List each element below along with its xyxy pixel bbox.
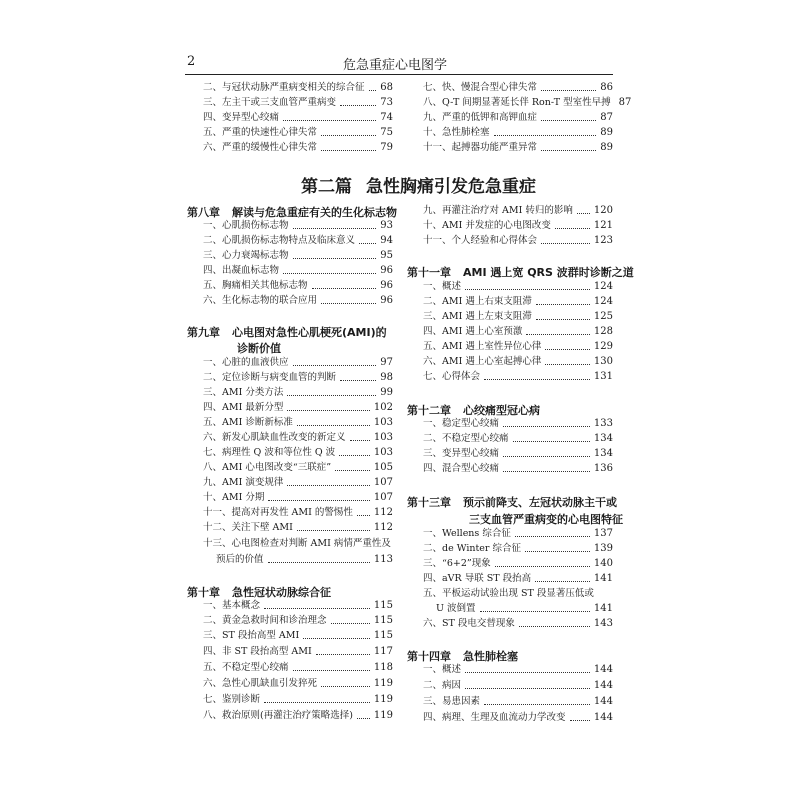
toc-entry[interactable]: 五、不稳定型心绞痛 118 xyxy=(203,662,393,673)
toc-entry[interactable]: 九、再灌注治疗对 AMI 转归的影响 120 xyxy=(423,205,613,216)
toc-entry[interactable]: 二、不稳定型心绞痛 134 xyxy=(423,433,613,444)
toc-entry[interactable]: 四、AMI 最新分型 102 xyxy=(203,402,393,413)
part-heading: 第二篇 急性胸痛引发危急重症 xyxy=(301,177,536,197)
toc-entry[interactable]: 二、定位诊断与病变血管的判断 98 xyxy=(203,372,393,383)
toc-entry[interactable]: 十、急性肺栓塞 89 xyxy=(423,127,613,138)
toc-entry[interactable]: 七、病理性 Q 波和等位性 Q 波 103 xyxy=(203,447,393,458)
toc-entry[interactable]: 三、AMI 分类方法 99 xyxy=(203,387,393,398)
chapter-heading-continued: 诊断价值 xyxy=(237,342,281,355)
toc-entry[interactable]: 六、生化标志物的联合应用 96 xyxy=(203,295,393,306)
toc-entry[interactable]: 五、AMI 遇上室性异位心律 129 xyxy=(423,341,613,352)
toc-entry[interactable]: 十二、关注下壁 AMI 112 xyxy=(203,522,393,533)
toc-entry[interactable]: 三、易患因素 144 xyxy=(423,696,613,707)
toc-entry[interactable]: 九、AMI 演变规律 107 xyxy=(203,477,393,488)
chapter-heading[interactable]: 第九章 心电图对急性心肌梗死(AMI)的 xyxy=(187,326,387,339)
toc-entry[interactable]: 三、心力衰竭标志物 95 xyxy=(203,250,393,261)
toc-entry[interactable]: 三、“6+2”现象 140 xyxy=(423,558,613,569)
toc-entry[interactable]: 三、ST 段抬高型 AMI 115 xyxy=(203,630,393,641)
page-number: 2 xyxy=(187,54,196,69)
toc-entry[interactable]: 十一、个人经验和心得体会 123 xyxy=(423,235,613,246)
chapter-heading[interactable]: 第十一章 AMI 遇上宽 QRS 波群时诊断之道 xyxy=(407,266,634,279)
toc-entry[interactable]: 六、新发心肌缺血性改变的新定义 103 xyxy=(203,432,393,443)
toc-entry[interactable]: 七、心得体会 131 xyxy=(423,371,613,382)
toc-entry[interactable]: 八、救治原则(再灌注治疗策略选择) 119 xyxy=(203,710,393,721)
toc-entry[interactable]: 八、Q-T 间期显著延长伴 Ron-T 型室性早搏 87 xyxy=(423,97,632,108)
toc-entry[interactable]: 一、稳定型心绞痛 133 xyxy=(423,418,613,429)
chapter-heading[interactable]: 第十三章 预示前降支、左冠状动脉主干或 xyxy=(407,496,617,509)
chapter-heading[interactable]: 第八章 解读与危急重症有关的生化标志物 xyxy=(187,206,397,219)
toc-entry[interactable]: 四、病理、生理及血流动力学改变 144 xyxy=(423,712,613,723)
toc-entry[interactable]: 预后的价值 113 xyxy=(216,554,393,565)
toc-entry[interactable]: 四、aVR 导联 ST 段抬高 141 xyxy=(423,573,613,584)
toc-entry[interactable]: 六、ST 段电交替现象 143 xyxy=(423,618,613,629)
toc-entry[interactable]: U 波倒置 141 xyxy=(436,603,613,614)
toc-entry[interactable]: 五、严重的快速性心律失常 75 xyxy=(203,127,393,138)
toc-entry[interactable]: 二、de Winter 综合征 139 xyxy=(423,543,613,554)
toc-entry[interactable]: 二、病因 144 xyxy=(423,680,613,691)
toc-entry[interactable]: 十、AMI 并发症的心电图改变 121 xyxy=(423,220,613,231)
toc-entry[interactable]: 五、AMI 诊断新标准 103 xyxy=(203,417,393,428)
toc-entry[interactable]: 九、严重的低钾和高钾血症 87 xyxy=(423,112,613,123)
toc-entry[interactable]: 十、AMI 分期 107 xyxy=(203,492,393,503)
header-rule xyxy=(185,74,613,75)
toc-entry[interactable]: 一、Wellens 综合征 137 xyxy=(423,528,613,539)
toc-entry[interactable]: 三、变异型心绞痛 134 xyxy=(423,448,613,459)
toc-entry[interactable]: 一、概述 124 xyxy=(423,281,613,292)
toc-entry[interactable]: 一、心脏的血液供应 97 xyxy=(203,357,393,368)
chapter-heading[interactable]: 第十二章 心绞痛型冠心病 xyxy=(407,404,540,417)
toc-entry[interactable]: 四、混合型心绞痛 136 xyxy=(423,463,613,474)
toc-entry[interactable]: 四、非 ST 段抬高型 AMI 117 xyxy=(203,646,393,657)
toc-entry[interactable]: 十一、提高对再发性 AMI 的警惕性 112 xyxy=(203,507,393,518)
toc-entry[interactable]: 六、严重的缓慢性心律失常 79 xyxy=(203,142,393,153)
toc-entry[interactable]: 八、AMI 心电图改变“三联症” 105 xyxy=(203,462,393,473)
toc-entry[interactable]: 四、变异型心绞痛 74 xyxy=(203,112,393,123)
running-title: 危急重症心电图学 xyxy=(343,58,448,73)
toc-entry[interactable]: 一、基本概念 115 xyxy=(203,600,393,611)
toc-entry[interactable]: 一、心肌损伤标志物 93 xyxy=(203,220,393,231)
toc-entry-multiline[interactable]: 十三、心电图检查对判断 AMI 病情严重性及 xyxy=(203,538,391,549)
toc-entry[interactable]: 六、急性心肌缺血引发猝死 119 xyxy=(203,678,393,689)
toc-entry[interactable]: 四、AMI 遇上心室预激 128 xyxy=(423,326,613,337)
toc-entry[interactable]: 七、快、慢混合型心律失常 86 xyxy=(423,82,613,93)
chapter-heading-continued: 三支血管严重病变的心电图特征 xyxy=(469,513,623,526)
toc-entry[interactable]: 二、心肌损伤标志物特点及临床意义 94 xyxy=(203,235,393,246)
toc-entry[interactable]: 四、出凝血标志物 96 xyxy=(203,265,393,276)
toc-entry-multiline[interactable]: 五、平板运动试验出现 ST 段显著压低或 xyxy=(423,588,594,599)
chapter-heading[interactable]: 第十章 急性冠状动脉综合征 xyxy=(187,586,331,599)
toc-entry[interactable]: 五、胸痛相关其他标志物 96 xyxy=(203,280,393,291)
toc-entry[interactable]: 一、概述 144 xyxy=(423,664,613,675)
toc-entry[interactable]: 六、AMI 遇上心室起搏心律 130 xyxy=(423,356,613,367)
toc-entry[interactable]: 二、黄金急救时间和诊治理念 115 xyxy=(203,615,393,626)
toc-entry[interactable]: 十一、起搏器功能严重异常 89 xyxy=(423,142,613,153)
toc-entry[interactable]: 二、AMI 遇上右束支阻滞 124 xyxy=(423,296,613,307)
toc-entry[interactable]: 三、左主干或三支血管严重病变 73 xyxy=(203,97,393,108)
toc-entry[interactable]: 二、与冠状动脉严重病变相关的综合征 68 xyxy=(203,82,393,93)
toc-entry[interactable]: 七、鉴别诊断 119 xyxy=(203,694,393,705)
chapter-heading[interactable]: 第十四章 急性肺栓塞 xyxy=(407,650,518,663)
toc-entry[interactable]: 三、AMI 遇上左束支阻滞 125 xyxy=(423,311,613,322)
